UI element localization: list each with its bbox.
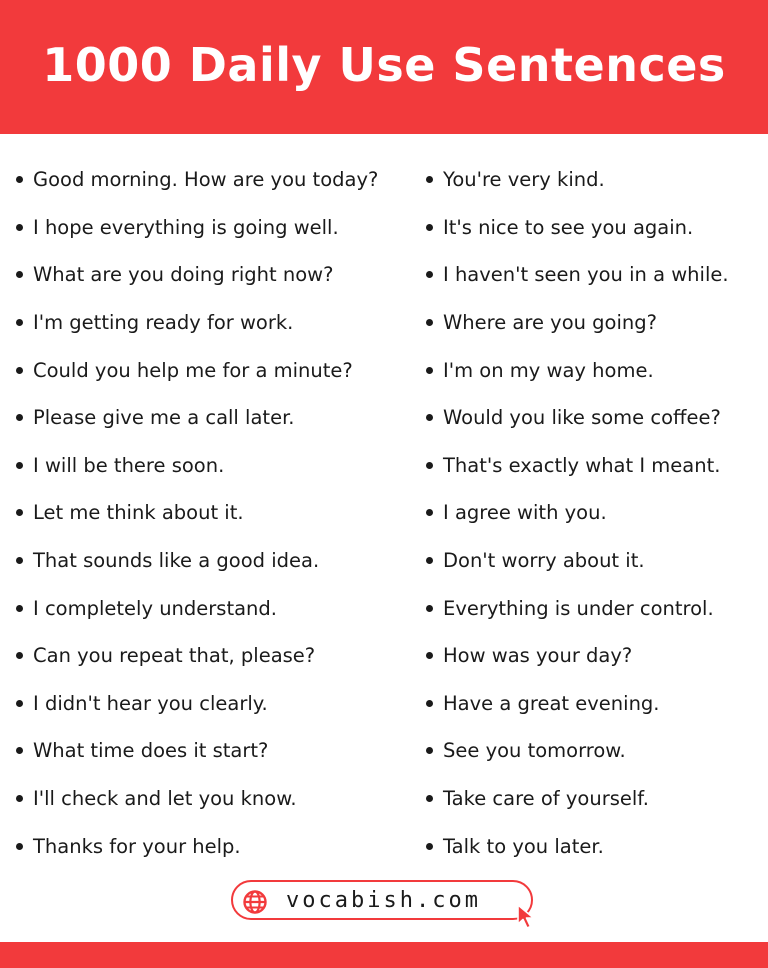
bullet-icon [16,652,23,659]
sentence-text: That sounds like a good idea. [33,549,320,573]
bullet-icon [16,462,23,469]
sentence-item [424,632,729,680]
sentence-text: Thanks for your help. [33,834,241,858]
sentence-text: Have a great evening. [443,691,660,715]
sentence-text: I'm on my way home. [443,358,654,382]
sentence-item [14,632,378,680]
bullet-icon [426,795,433,802]
sentence-item [424,346,729,394]
sentence-text: What are you doing right now? [33,263,334,287]
header-banner [0,0,768,134]
sentence-text: Can you repeat that, please? [33,644,316,668]
sentence-text: I'll check and let you know. [33,787,297,811]
sentence-item [424,442,729,490]
bullet-icon [16,509,23,516]
page-title: 1000 Daily Use Sentences [42,38,726,92]
sentence-text: Could you help me for a minute? [33,358,353,382]
sentence-item [14,442,378,490]
bullet-icon [426,843,433,850]
sentence-item [424,680,729,728]
sentence-item [14,537,378,585]
sentence-item [14,204,378,252]
sentence-text: Where are you going? [443,311,657,335]
sentence-item [14,822,378,870]
bullet-icon [16,843,23,850]
sentence-item [424,727,729,775]
sentence-item [14,680,378,728]
sentence-text: That's exactly what I meant. [443,453,721,477]
bullet-icon [426,319,433,326]
sentence-item [14,156,378,204]
sentence-text: I hope everything is going well. [33,215,339,239]
sentence-text: Everything is under control. [443,596,714,620]
sentence-text: I completely understand. [33,596,277,620]
bullet-icon [426,176,433,183]
sentence-text: Don't worry about it. [443,549,645,573]
sentence-item [424,822,729,870]
sentence-text: I will be there soon. [33,453,225,477]
sentence-item [14,251,378,299]
sentence-text: You're very kind. [443,168,605,192]
sentence-text: What time does it start? [33,739,269,763]
bullet-icon [16,700,23,707]
sentence-text: Would you like some coffee? [443,406,721,430]
sentence-item [14,584,378,632]
bullet-icon [426,747,433,754]
sentence-text: I'm getting ready for work. [33,311,294,335]
sentence-item [424,251,729,299]
bullet-icon [16,367,23,374]
bullet-icon [426,367,433,374]
bullet-icon [16,176,23,183]
sentence-text: I agree with you. [443,501,607,525]
bullet-icon [426,414,433,421]
sentence-text: I haven't seen you in a while. [443,263,729,287]
sentence-item [14,727,378,775]
sentence-text: Good morning. How are you today? [33,168,379,192]
sentence-list-left [14,156,378,870]
sentence-item [424,775,729,823]
bullet-icon [426,271,433,278]
bullet-icon [426,557,433,564]
sentence-text: How was your day? [443,644,633,668]
sentence-item [424,204,729,252]
website-url[interactable]: vocabish.com [286,888,481,913]
sentence-item [424,156,729,204]
sentence-item [14,775,378,823]
bullet-icon [16,557,23,564]
bullet-icon [16,414,23,421]
sentence-text: Take care of yourself. [443,787,649,811]
sentence-text: Let me think about it. [33,501,244,525]
sentence-item [14,346,378,394]
bullet-icon [16,605,23,612]
sentence-text: See you tomorrow. [443,739,626,763]
sentence-item [424,537,729,585]
bullet-icon [16,271,23,278]
bullet-icon [16,747,23,754]
bullet-icon [16,224,23,231]
sentence-item [14,489,378,537]
footer-bar [0,942,768,968]
bullet-icon [16,795,23,802]
cursor-arrow-icon [515,903,539,931]
bullet-icon [426,509,433,516]
sentence-text: I didn't hear you clearly. [33,691,268,715]
website-link[interactable] [231,880,533,920]
bullet-icon [16,319,23,326]
sentence-item [14,394,378,442]
globe-icon [242,889,268,915]
bullet-icon [426,700,433,707]
sentence-text: Talk to you later. [443,834,604,858]
sentence-list-right [424,156,729,870]
sentence-item [424,299,729,347]
sentence-item [14,299,378,347]
sentence-text: It's nice to see you again. [443,215,694,239]
bullet-icon [426,224,433,231]
sentence-text: Please give me a call later. [33,406,295,430]
sentence-item [424,489,729,537]
bullet-icon [426,652,433,659]
sentence-item [424,394,729,442]
bullet-icon [426,462,433,469]
sentence-item [424,584,729,632]
bullet-icon [426,605,433,612]
